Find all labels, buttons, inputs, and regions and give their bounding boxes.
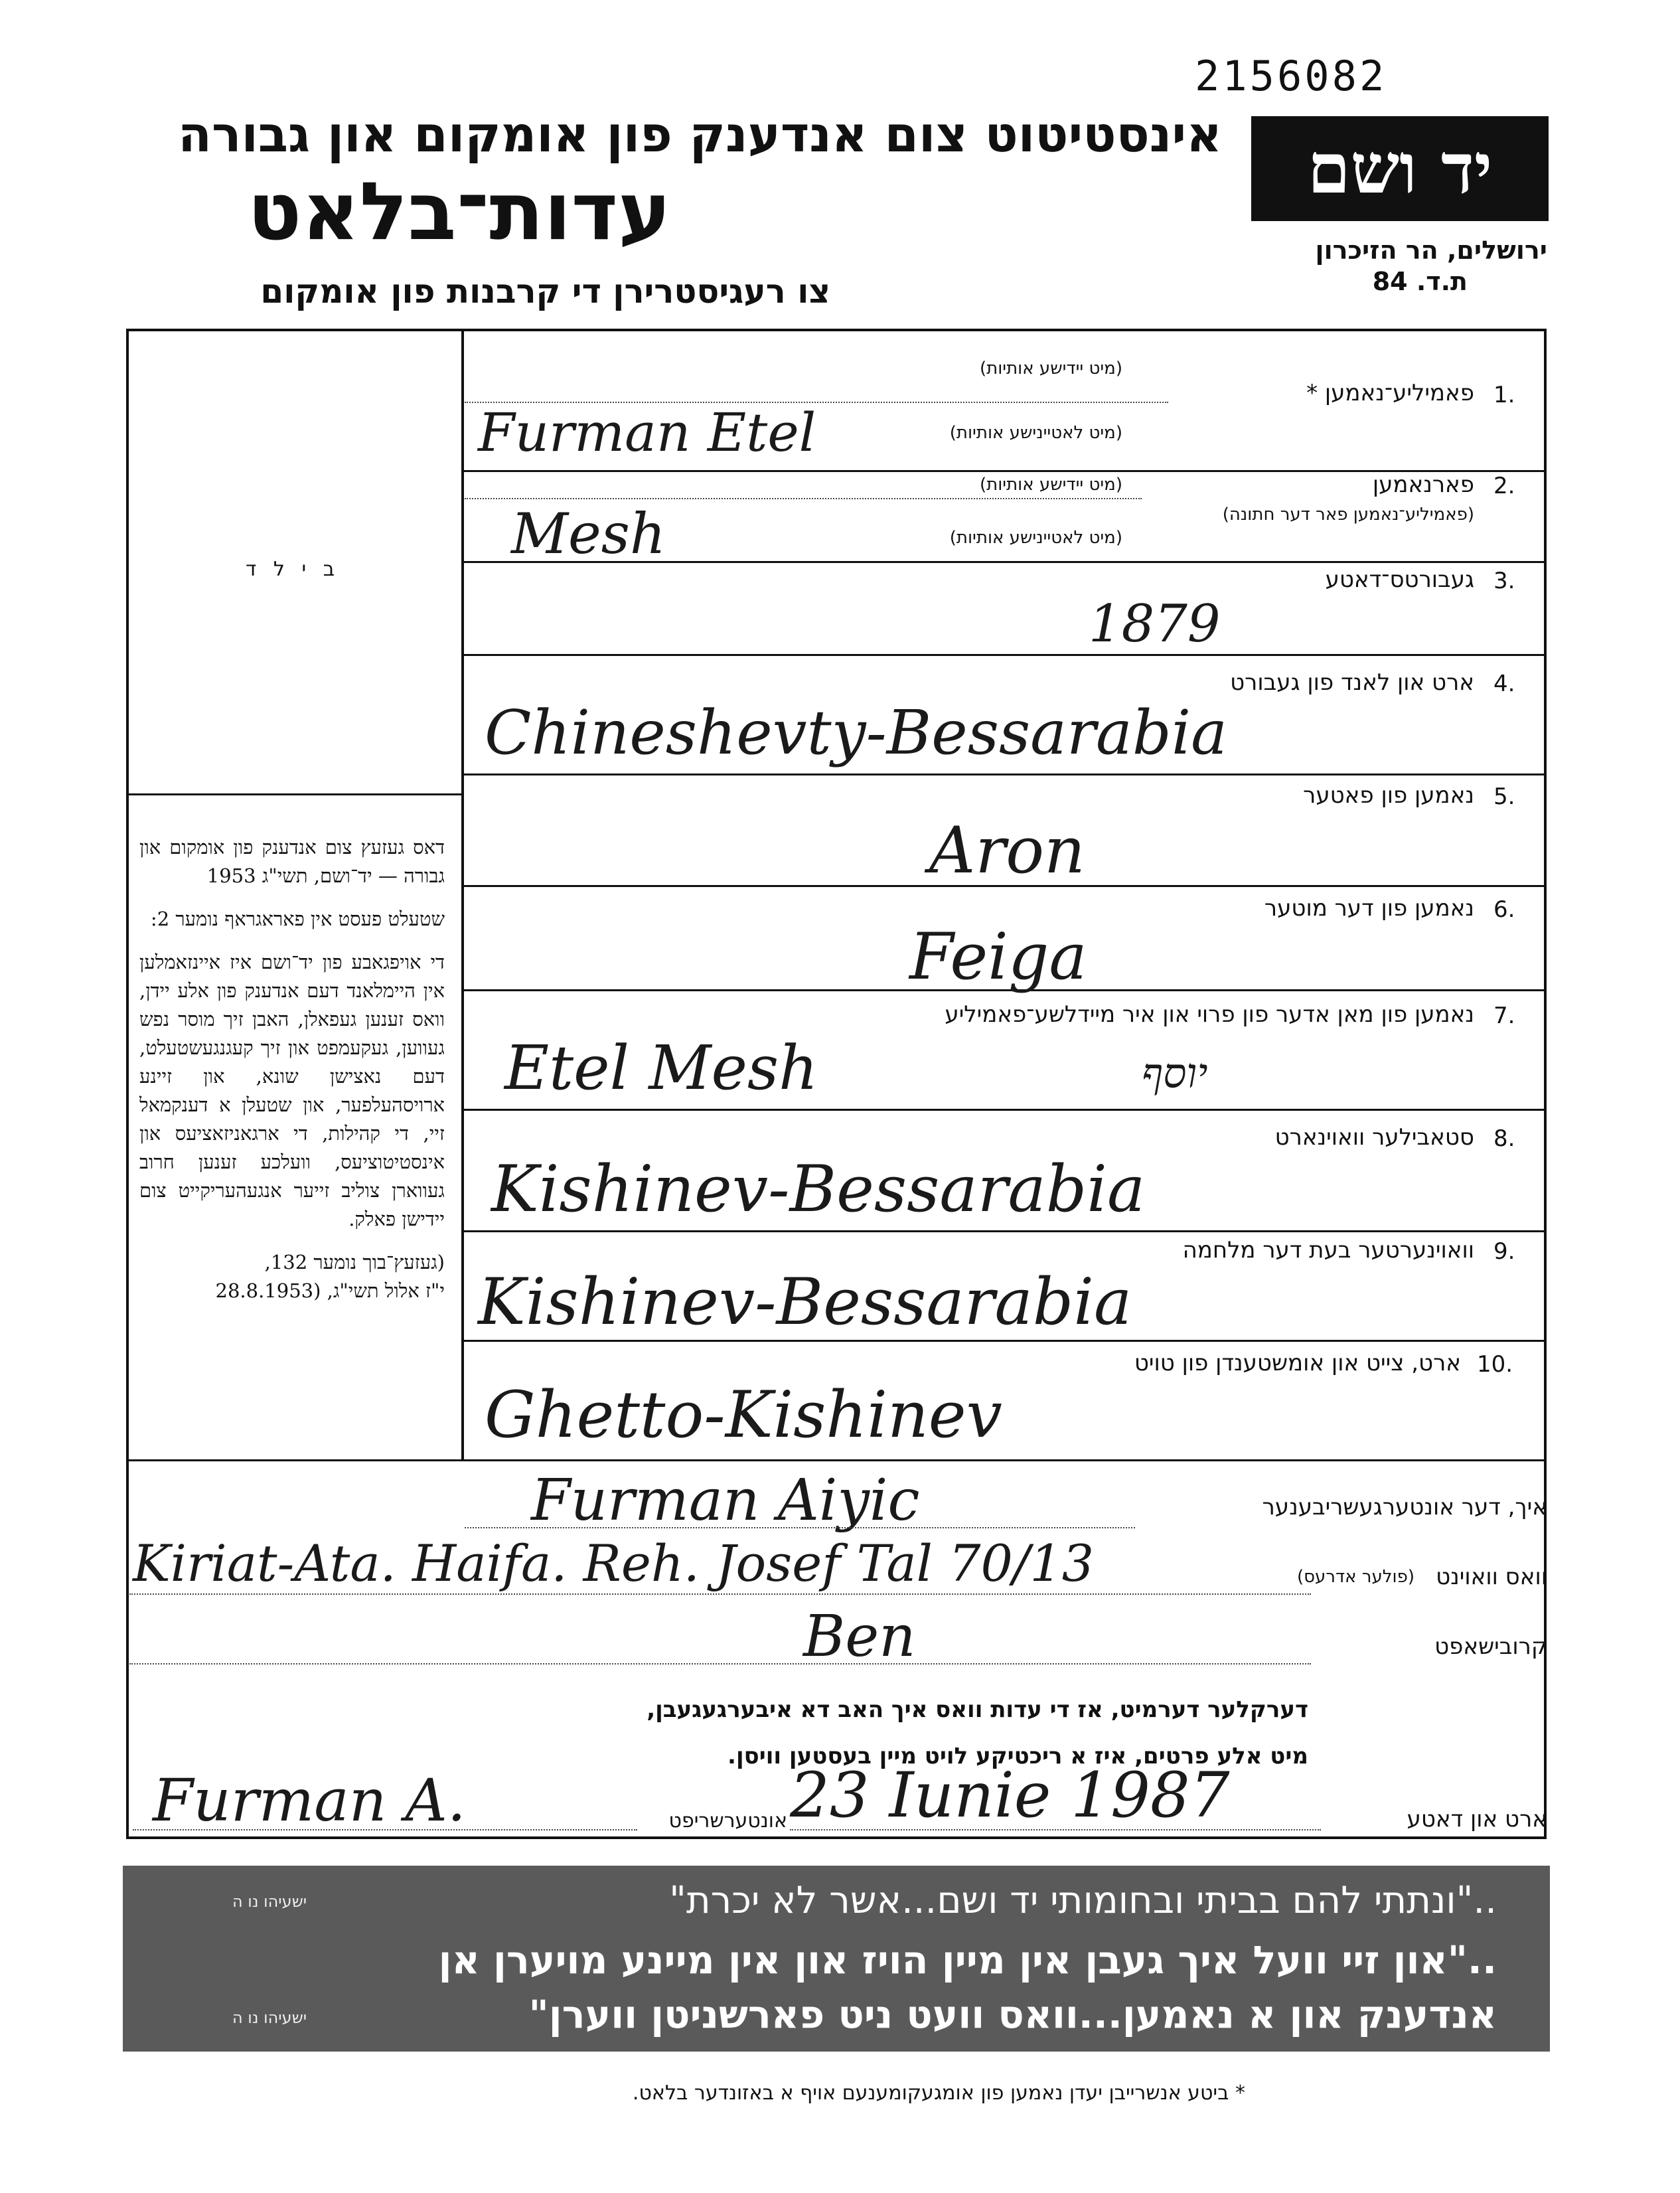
field-1-value[interactable]: Furman Etel [478,402,816,463]
field-6-number: 6. [1493,896,1515,923]
field-10-label: ארט, צייט און אומשטענדן פון טויט [1134,1350,1461,1376]
relation-label: קרובישאפט [1434,1633,1547,1660]
field-7-number: 7. [1493,1003,1515,1029]
field-1-number: 1. [1493,382,1515,408]
field-3-number: 3. [1493,568,1515,594]
relation-line [129,1663,1311,1665]
address-hint: (פולער אדרעס) [1297,1567,1414,1587]
signer-name-line [465,1527,1135,1528]
law-note-p5: י"ז אלול תשי"ג, (28.8.1953 [215,1279,445,1302]
field-9-number: 9. [1493,1238,1515,1265]
field-5-number: 5. [1493,783,1515,810]
field-2-value[interactable]: Mesh [511,501,666,566]
signer-label: איך, דער אונטערגעשריבענער [1262,1494,1547,1520]
row-separator [463,1230,1547,1232]
declaration-line-1: דערקלער דערמיט, אז די עדות וואס איך האב דא איבערגעגעבן, [647,1696,1308,1723]
field-7-extra[interactable]: יוסף [1142,1049,1208,1097]
law-note [139,833,445,1305]
field-8-value[interactable]: Kishinev-Bessarabia [491,1152,1146,1226]
field-4-label: ארט און לאנד פון געבורט [1230,669,1474,696]
fields-bottom [126,1459,1547,1461]
law-note-p1: דאס געזעץ צום אנדענק פון אומקום און גבורה — יד־ושם, תשי"ג 1953 [139,836,445,887]
address-label: וואס וואוינט [1436,1564,1547,1590]
signature-line [133,1829,637,1830]
field-7-value[interactable]: Etel Mesh [504,1032,818,1103]
field-9-value[interactable]: Kishinev-Bessarabia [478,1265,1132,1339]
field-7-label: נאמען פון מאן אדער פון פרוי און איר מיידלשע־פאמיליע [945,1001,1474,1028]
quote-banner [123,1866,1550,2052]
field-3-value[interactable]: 1879 [1089,594,1221,654]
signer-name-value[interactable]: Furman Aiyic [531,1467,920,1534]
institute-heading: אינסטיטוט צום אנדענק פון אומקום און גבורה [178,106,1222,163]
form-title: עדות־בלאט [247,166,671,258]
column-divider [461,329,464,1461]
declaration-line-2: מיט אלע פרטים, איז א ריכטיקע לויט מיין בעסטען וויסן. [727,1743,1308,1769]
quote-line-1: .."ונתתי להם בביתי ובחומותי יד ושם...אשר לא יכרת" [669,1879,1497,1922]
field-2-yiddish-hint: (מיט יידישע אותיות) [979,475,1122,495]
field-9-label: וואוינערטער בעת דער מלחמה [1182,1237,1474,1263]
field-8-label: סטאבילער וואוינארט [1274,1124,1474,1151]
quote-ref-3: ישעיהו נו ה [232,2008,307,2027]
field-2-label: פארנאמען [1372,471,1474,498]
field-2-number: 2. [1493,473,1515,499]
form-subtitle: צו רעגיסטרירן די קרבנות פון אומקום [260,272,830,311]
field-1-latin-hint: (מיט לאטיינישע אותיות) [949,423,1122,443]
field-4-value[interactable]: Chineshevty-Bessarabia [485,697,1228,768]
signature-value[interactable]: Furman A. [153,1766,466,1834]
yad-vashem-logo [1251,116,1549,221]
field-4-number: 4. [1493,671,1515,697]
row-separator [463,1109,1547,1111]
field-6-label: נאמען פון דער מוטער [1264,895,1474,922]
address-line [129,1593,1311,1595]
signature-label: אונטערשריפט [668,1809,787,1832]
row-separator [463,1340,1547,1342]
law-note-p2: שטעלט פעסט אין פאראגראף נומער 2: [150,908,445,930]
address-line-2: ת.ד. 84 [1372,267,1468,296]
logo-text: יד ושם [1307,127,1493,209]
footnote: * ביטע אנשרייבן יעדן נאמען פון אומגעקומענעם אויף א באזונדער בלאט. [632,2081,1245,2105]
row-separator [463,654,1547,656]
law-note-p3: די אויפגאבע פון יד־ושם איז איינזאמלען אין היימלאנד דעם אנדענק פון אלע יידן, וואס זענען געפאלן, האבן זיך מוסר נפש געווען, געקעמפט און זיך קעגנגעשטעלט, דעם נאצישן שונא, און זיינע ארויסהעלפער, און שטעלן א דענקמאל זיי, די קהילות, די ארגאניזאציעס און אינסטיטוציעס, וועלכע זענען חרוב געווארן צוליב זייער אנגעהעריקייט צום יידישן פאלק. [139,951,445,1230]
address-value[interactable]: Kiriat-Ata. Haifa. Reh. Josef Tal 70/13 [133,1534,1095,1593]
field-10-value[interactable]: Ghetto-Kishinev [485,1378,1002,1452]
date-label: ארט און דאטע [1407,1806,1547,1832]
field-8-number: 8. [1493,1125,1515,1152]
photo-label: ב י ל ד [246,558,341,581]
law-note-p4: (געזעץ־בוך נומער 132, [264,1251,445,1273]
field-1-label: פאמיליע־נאמען * [1306,380,1474,406]
document-number: 2156082 [1195,52,1387,100]
field-1-yiddish-hint: (מיט יידישע אותיות) [979,359,1122,378]
quote-ref-1: ישעיהו נו ה [232,1892,307,1911]
quote-line-3: אנדענק און א נאמען...וואס וועט ניט פארשניטן ווערן" [528,1992,1497,2037]
field-3-label: געבורטס־דאטע [1325,566,1474,593]
field-2-sub: (פאמיליע־נאמען פאר דער חתונה) [1222,505,1474,525]
date-line [790,1829,1321,1830]
field-2-line [465,498,1142,499]
row-separator [463,773,1547,775]
field-6-value[interactable]: Feiga [909,920,1087,994]
address-line-1: ירושלים, הר הזיכרון [1315,236,1547,265]
quote-line-2: .."און זיי וועל איך געבן אין מיין הויז און אין מיינע מויערן אן [438,1937,1497,1983]
field-5-value[interactable]: Aron [929,813,1085,888]
field-10-number: 10. [1477,1351,1513,1378]
date-value[interactable]: 23 Iunie 1987 [790,1759,1230,1832]
photo-box-bottom [126,793,463,795]
relation-value[interactable]: Ben [803,1603,916,1670]
field-5-label: נאמען פון פאטער [1303,782,1474,809]
field-2-latin-hint: (מיט לאטיינישע אותיות) [949,528,1122,548]
